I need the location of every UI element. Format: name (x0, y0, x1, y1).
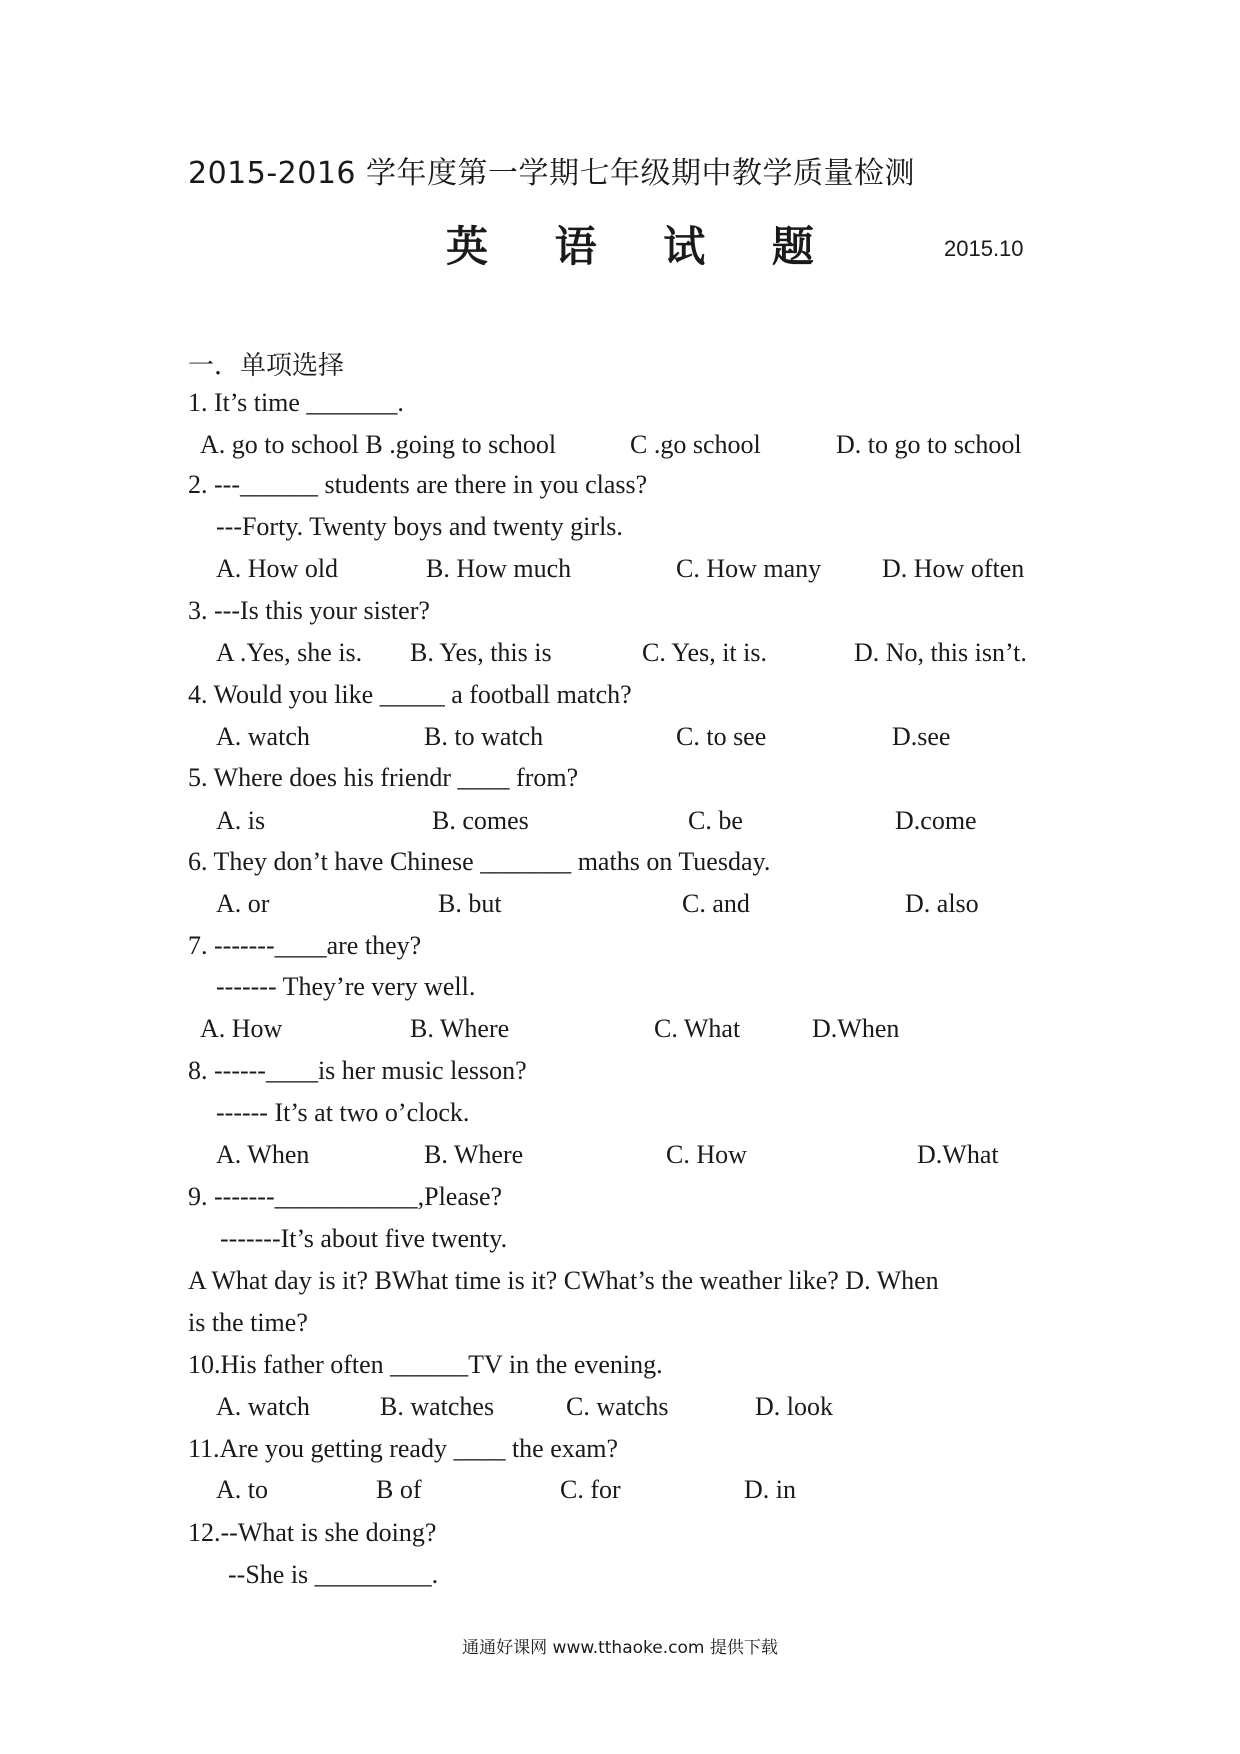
question-line: 9. -------___________,Please? (188, 1182, 503, 1211)
answer-option: D. to go to school (836, 430, 1022, 459)
answer-option: D. How often (882, 554, 1025, 583)
answer-option: B of (376, 1475, 422, 1504)
question-line: is the time? (188, 1308, 308, 1337)
answer-option: D.What (917, 1140, 999, 1169)
question-line: 7. -------____are they? (188, 931, 422, 960)
question-line: 8. ------____is her music lesson? (188, 1056, 527, 1085)
answer-option: A. or (216, 889, 270, 918)
answer-option: B. Where (410, 1014, 510, 1043)
answer-option: C. to see (676, 722, 767, 751)
question-line: A What day is it? BWhat time is it? CWhat’s the weather like? D. When (188, 1266, 939, 1295)
answer-option: C. How many (676, 554, 822, 583)
answer-option: C. be (688, 806, 743, 835)
answer-option: A .Yes, she is. (216, 638, 363, 667)
question-line: ------- They’re very well. (216, 972, 476, 1001)
answer-option: A. watch (216, 1392, 310, 1421)
section-title: 一．单项选择 (188, 351, 345, 381)
answer-option: B. Where (424, 1140, 524, 1169)
question-line: 2. ---______ students are there in you class? (188, 470, 648, 499)
exam-date: 2015.10 (944, 236, 1024, 261)
answer-option: C .go school (630, 430, 761, 459)
answer-option: C. How (666, 1140, 747, 1169)
answer-option: A. When (216, 1140, 310, 1169)
answer-option: A. How old (216, 554, 339, 583)
answer-option: B. to watch (424, 722, 544, 751)
footer-credit: 通通好课网 www.tthaoke.com 提供下载 (462, 1638, 778, 1658)
answer-option: D. also (905, 889, 979, 918)
question-line: -------It’s about five twenty. (220, 1224, 508, 1253)
answer-option: B. but (438, 889, 502, 918)
answer-option: B. watches (380, 1392, 495, 1421)
answer-option: B. comes (432, 806, 529, 835)
exam-heading: 2015-2016 学年度第一学期七年级期中教学质量检测 (188, 156, 916, 191)
question-line: 12.--What is she doing? (188, 1518, 437, 1547)
answer-option: B. Yes, this is (410, 638, 552, 667)
answer-option: C. and (682, 889, 750, 918)
answer-option: A. is (216, 806, 266, 835)
answer-option: D. in (744, 1475, 796, 1504)
question-line: 5. Where does his friendr ____ from? (188, 763, 579, 792)
answer-option: A. go to school B .going to school (200, 430, 557, 459)
question-line: 10.His father often ______TV in the evening. (188, 1350, 663, 1379)
question-line: ------ It’s at two o’clock. (216, 1098, 470, 1127)
answer-option: D.come (895, 806, 977, 835)
answer-option: C. watchs (566, 1392, 669, 1421)
question-line: 1. It’s time _______. (188, 388, 404, 417)
answer-option: A. to (216, 1475, 268, 1504)
answer-option: C. What (654, 1014, 741, 1043)
answer-option: B. How much (426, 554, 572, 583)
question-line: 11.Are you getting ready ____ the exam? (188, 1434, 619, 1463)
exam-title: 英 语 试 题 (446, 222, 840, 271)
answer-option: D.see (892, 722, 951, 751)
answer-option: D. look (755, 1392, 833, 1421)
answer-option: D.When (812, 1014, 900, 1043)
answer-option: A. watch (216, 722, 310, 751)
question-line: --She is _________. (228, 1560, 439, 1589)
question-line: 4. Would you like _____ a football match? (188, 680, 632, 709)
answer-option: A. How (200, 1014, 283, 1043)
answer-option: C. for (560, 1475, 621, 1504)
answer-option: C. Yes, it is. (642, 638, 767, 667)
question-line: 6. They don’t have Chinese _______ maths on Tuesday. (188, 847, 771, 876)
question-line: 3. ---Is this your sister? (188, 596, 430, 625)
answer-option: D. No, this isn’t. (854, 638, 1027, 667)
question-line: ---Forty. Twenty boys and twenty girls. (216, 512, 623, 541)
